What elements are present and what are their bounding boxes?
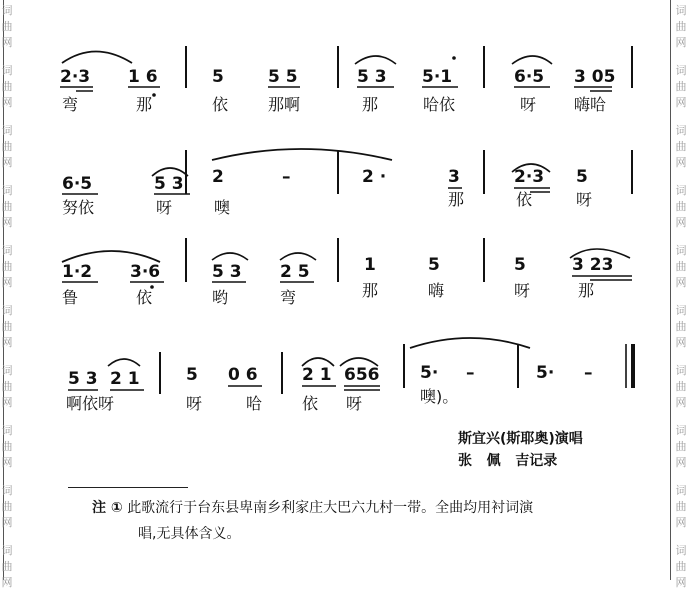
note-group: 6·5 xyxy=(62,174,93,194)
slur xyxy=(512,56,552,64)
lyric: 依 xyxy=(516,190,533,209)
watermark-char: 曲 xyxy=(1,140,13,153)
watermark-char: 词 xyxy=(1,64,13,77)
note-group: 2 xyxy=(212,167,224,187)
watermark-char: 曲 xyxy=(1,200,13,213)
octave-dot xyxy=(452,56,456,60)
tie-arc xyxy=(212,149,392,160)
note-group: 656 xyxy=(344,365,380,385)
watermark-char: 曲 xyxy=(675,500,687,513)
watermark-char: 词 xyxy=(1,244,13,257)
watermark-char: 曲 xyxy=(675,80,687,93)
watermark-char: 曲 xyxy=(675,260,687,273)
lyric: 噢 xyxy=(214,198,231,217)
watermark-char: 词 xyxy=(675,304,687,317)
lyric: 哟 xyxy=(212,288,229,307)
note-group: 5 3 xyxy=(357,67,387,87)
watermark-char: 词 xyxy=(675,544,687,557)
watermark-char: 网 xyxy=(1,96,13,109)
watermark-char: 网 xyxy=(675,576,687,589)
lyric: 呀 xyxy=(514,281,531,300)
watermark-char: 网 xyxy=(1,576,13,589)
note-group: 5· xyxy=(536,363,555,383)
footnote-text-line2: 唱,无具体含义。 xyxy=(138,526,241,542)
lyric: 弯 xyxy=(62,95,79,114)
watermark-char: 词 xyxy=(1,4,13,17)
note-group: 5·1 xyxy=(422,67,453,87)
watermark-char: 曲 xyxy=(1,380,13,393)
lyric: 那 xyxy=(448,190,465,209)
watermark-char: 曲 xyxy=(1,500,13,513)
note-group: 3 05 xyxy=(574,67,616,87)
watermark-char: 曲 xyxy=(1,260,13,273)
system-1 xyxy=(60,46,632,114)
watermark-char: 曲 xyxy=(1,560,13,573)
watermark-char: 词 xyxy=(1,364,13,377)
footnote-marker: 注 ① xyxy=(92,500,123,516)
watermark-char: 词 xyxy=(1,184,13,197)
watermark-char: 曲 xyxy=(675,380,687,393)
note-group: 5 xyxy=(186,365,198,385)
watermark-char: 词 xyxy=(1,424,13,437)
watermark-char: 曲 xyxy=(675,560,687,573)
watermark-char: 词 xyxy=(675,4,687,17)
watermark-char: 词 xyxy=(1,304,13,317)
note-group: 6·5 xyxy=(514,67,545,87)
watermark-char: 网 xyxy=(1,276,13,289)
lyric: 嗨哈 xyxy=(574,95,607,114)
singer-credit: 斯宜兴(斯耶奥)演唱 xyxy=(458,431,583,447)
watermark-char: 曲 xyxy=(1,440,13,453)
watermark-char: 网 xyxy=(1,156,13,169)
slur xyxy=(355,56,396,64)
system-2 xyxy=(62,149,632,217)
lyric: 呀 xyxy=(520,95,537,114)
lyric: 哈依 xyxy=(423,95,456,114)
octave-dot xyxy=(152,93,156,97)
watermark-char: 词 xyxy=(675,184,687,197)
watermark-char: 词 xyxy=(1,124,13,137)
note-group: 5 xyxy=(514,255,526,275)
lyric: 呀 xyxy=(346,394,363,413)
system-3 xyxy=(62,238,632,307)
lyric: 那 xyxy=(578,281,595,300)
slur xyxy=(212,253,248,260)
tie-arc xyxy=(410,338,530,348)
note-group: 3 xyxy=(448,167,460,187)
watermark-char: 网 xyxy=(1,516,13,529)
watermark-char: 词 xyxy=(1,484,13,497)
watermark-char: 曲 xyxy=(675,20,687,33)
footnote-divider xyxy=(68,487,188,488)
footnote xyxy=(92,495,652,547)
lyric: 呀 xyxy=(576,190,593,209)
note-group: 1 xyxy=(364,255,376,275)
note-group: – xyxy=(282,167,291,187)
lyric: 弯 xyxy=(280,288,297,307)
watermark-char: 词 xyxy=(675,244,687,257)
watermark-char: 曲 xyxy=(1,80,13,93)
lyric: 鲁 xyxy=(62,288,79,307)
note-group: 1·2 xyxy=(62,262,93,282)
slur xyxy=(280,253,316,260)
watermark-char: 曲 xyxy=(1,320,13,333)
note-group: 2 1 xyxy=(110,369,140,389)
note-group: 5 xyxy=(212,67,224,87)
slur xyxy=(108,359,140,366)
note-group: 2 1 xyxy=(302,365,332,385)
note-group: 3·6 xyxy=(130,262,161,282)
watermark-char: 网 xyxy=(1,336,13,349)
watermark-char: 曲 xyxy=(675,200,687,213)
note-group: 5 5 xyxy=(268,67,298,87)
watermark-char: 网 xyxy=(675,336,687,349)
lyric: 嗨 xyxy=(428,281,445,300)
watermark-char: 网 xyxy=(675,156,687,169)
note-group: 3 23 xyxy=(572,255,614,275)
note-group: – xyxy=(466,363,475,383)
note-group: 5· xyxy=(420,363,439,383)
recorder-credit: 张 佩 吉记录 xyxy=(458,453,558,469)
watermark-char: 网 xyxy=(675,396,687,409)
note-group: 2·3 xyxy=(60,67,91,87)
lyric: 那 xyxy=(136,95,153,114)
lyric: 哈 xyxy=(246,394,263,413)
watermark-char: 曲 xyxy=(675,440,687,453)
lyric: 呀 xyxy=(186,394,203,413)
note-group: 5 3 xyxy=(212,262,242,282)
watermark-char: 曲 xyxy=(1,20,13,33)
watermark-char: 网 xyxy=(1,396,13,409)
watermark-char: 网 xyxy=(675,276,687,289)
watermark-char: 网 xyxy=(675,36,687,49)
slur xyxy=(62,52,132,64)
watermark-char: 词 xyxy=(675,484,687,497)
watermark-char: 曲 xyxy=(675,320,687,333)
note-group: – xyxy=(584,363,593,383)
lyric: 依 xyxy=(302,394,319,413)
watermark-char: 网 xyxy=(1,456,13,469)
note-group: 5 3 xyxy=(154,174,184,194)
lyric: 依 xyxy=(212,95,229,114)
slur xyxy=(62,251,160,262)
note-group: 2 · xyxy=(362,167,387,187)
watermark-char: 网 xyxy=(675,216,687,229)
watermark-char: 网 xyxy=(675,96,687,109)
note-group: 5 xyxy=(576,167,588,187)
watermark-char: 曲 xyxy=(675,140,687,153)
lyric: 努依 xyxy=(62,198,95,217)
system-4 xyxy=(66,338,633,413)
note-group: 5 xyxy=(428,255,440,275)
watermark-char: 网 xyxy=(675,456,687,469)
footnote-text-line1: 此歌流行于台东县卑南乡利家庄大巴六九村一带。全曲均用衬词演 xyxy=(127,500,534,516)
lyric: 噢)。 xyxy=(420,387,459,406)
lyric: 那啊 xyxy=(268,95,301,114)
watermark-char: 词 xyxy=(1,544,13,557)
note-group: 2·3 xyxy=(514,167,545,187)
lyric: 那 xyxy=(362,95,379,114)
lyric: 那 xyxy=(362,281,379,300)
watermark-char: 网 xyxy=(675,516,687,529)
lyric: 啊依呀 xyxy=(66,394,115,413)
watermark-char: 词 xyxy=(675,124,687,137)
lyric: 呀 xyxy=(156,198,173,217)
lyric: 依 xyxy=(136,288,153,307)
watermark-char: 词 xyxy=(675,364,687,377)
note-group: 2 5 xyxy=(280,262,310,282)
watermark-char: 词 xyxy=(675,424,687,437)
note-group: 0 6 xyxy=(228,365,258,385)
note-group: 1 6 xyxy=(128,67,158,87)
note-group: 5 3 xyxy=(68,369,98,389)
watermark-char: 网 xyxy=(1,216,13,229)
watermark-char: 词 xyxy=(675,64,687,77)
watermark-char: 网 xyxy=(1,36,13,49)
